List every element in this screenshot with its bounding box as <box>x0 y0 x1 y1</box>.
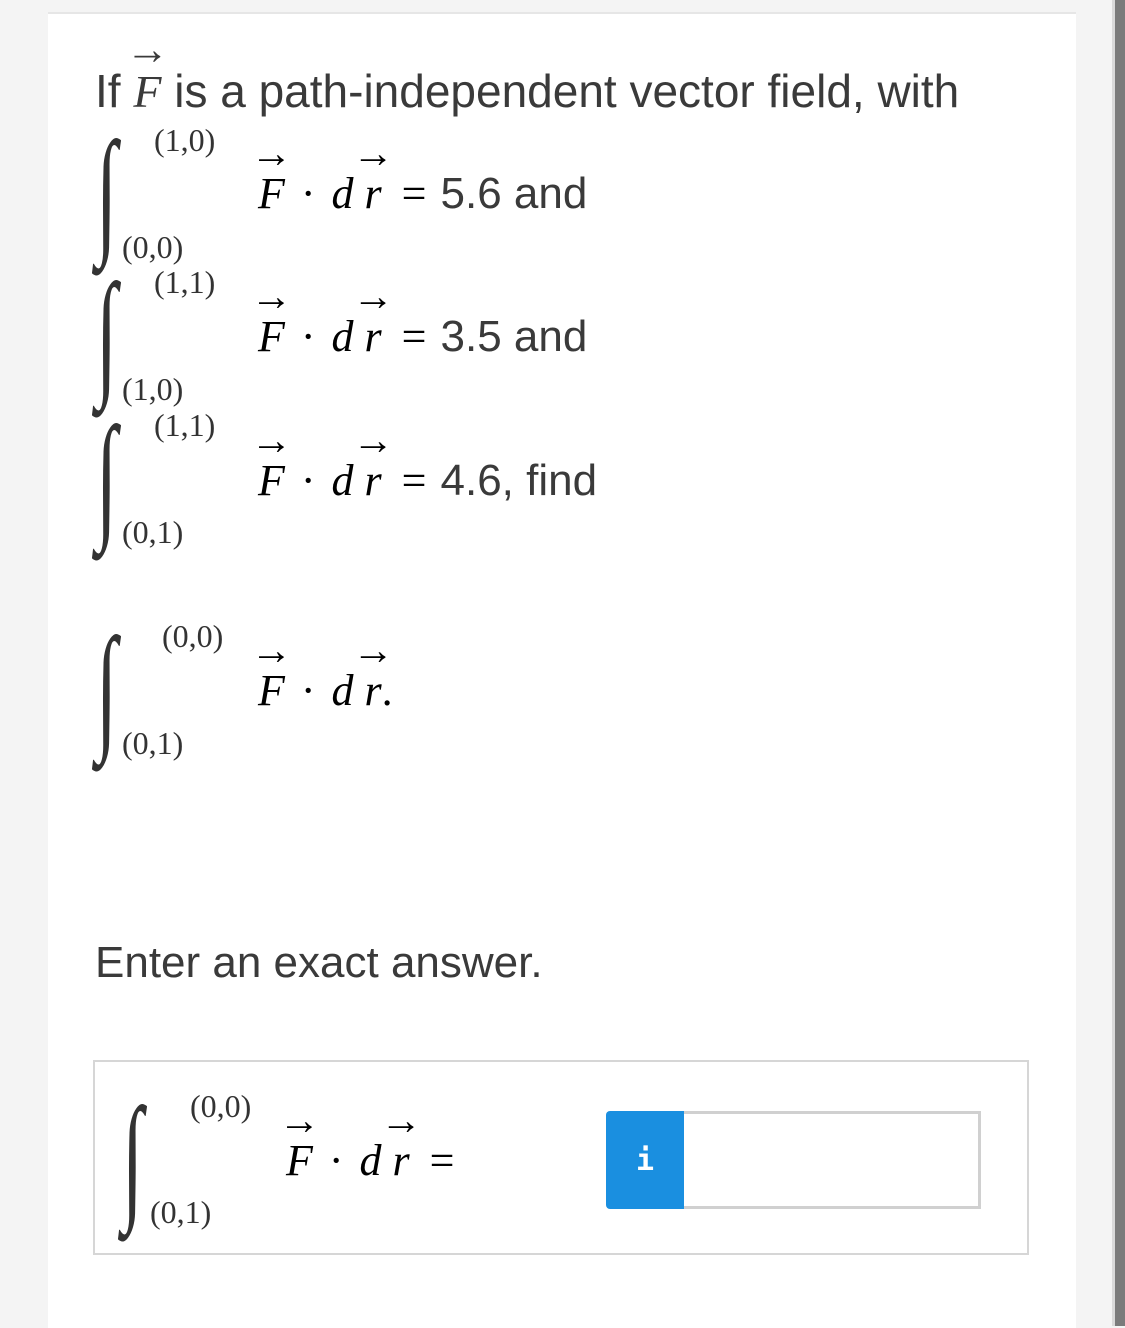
integral-1-expression: → F · d → r = 5.6 and <box>250 130 588 218</box>
lower-limit: (0,1) <box>122 725 184 761</box>
vector-F: → F <box>125 26 170 117</box>
integral-3-expression: → F · d → r = 4.6, find <box>250 417 598 505</box>
info-button[interactable] <box>606 1111 684 1209</box>
lower-limit: (0,0) <box>122 229 184 265</box>
lower-limit: (0,1) <box>122 514 184 550</box>
target-integral-expression: → F · d → r. <box>250 627 395 715</box>
integral-sign: ∫ <box>122 1080 144 1235</box>
question-intro: If → F is a path-independent vector field, with <box>95 26 960 117</box>
integral-sign: ∫ <box>96 610 118 765</box>
answer-input[interactable] <box>684 1111 981 1209</box>
integral-sign: ∫ <box>96 256 118 411</box>
scrollbar[interactable] <box>1115 0 1125 1326</box>
lower-limit: (1,0) <box>122 371 184 407</box>
info-icon: i <box>635 1142 655 1178</box>
upper-limit: (1,1) <box>154 264 216 300</box>
upper-limit: (1,1) <box>154 407 216 443</box>
answer-integral-expression: → F · d → r = <box>278 1097 455 1185</box>
upper-limit: (0,0) <box>190 1088 252 1124</box>
upper-limit: (1,0) <box>154 122 216 158</box>
integral-2-expression: → F · d → r = 3.5 and <box>250 273 588 361</box>
answer-prompt: Enter an exact answer. <box>95 938 543 987</box>
upper-limit: (0,0) <box>162 618 224 654</box>
lower-limit: (0,1) <box>150 1194 212 1230</box>
integral-sign: ∫ <box>96 114 118 269</box>
integral-sign: ∫ <box>96 399 118 554</box>
